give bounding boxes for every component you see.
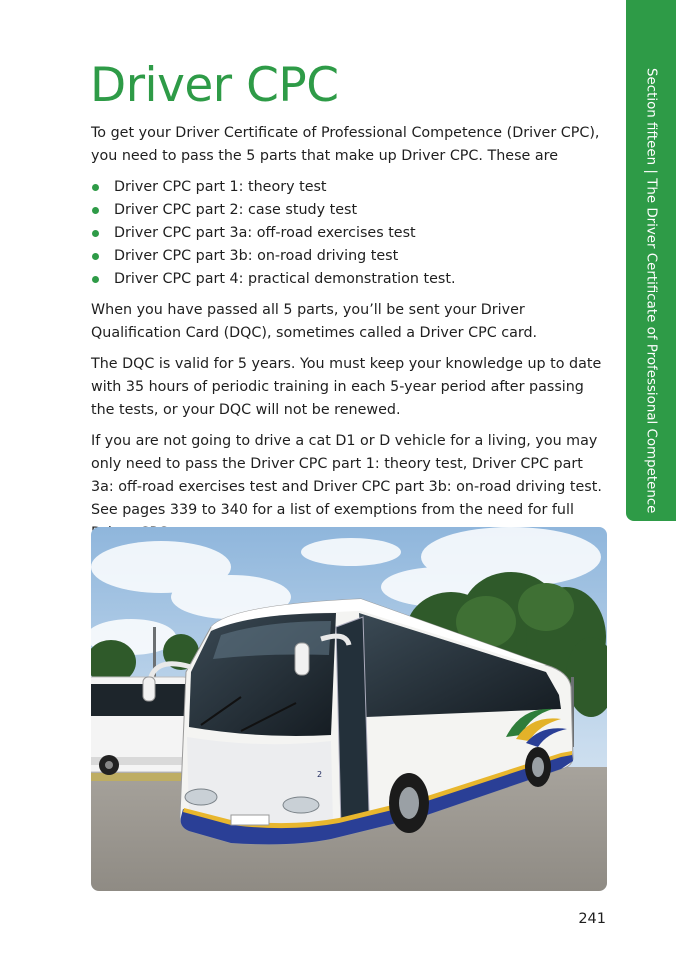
list-item-text: Driver CPC part 3a: off-road exercises test xyxy=(114,225,416,241)
list-item-text: Driver CPC part 3b: on-road driving test xyxy=(114,248,399,264)
bullet-icon xyxy=(92,184,99,191)
coach-photo xyxy=(91,527,607,891)
section-name: Section fifteen xyxy=(643,68,659,166)
validity-paragraph: The DQC is valid for 5 years. You must keep your knowledge up to date with 35 hours of periodic training in each 5-year period after passing the tests, or your DQC will not be renewed. xyxy=(91,356,602,418)
bullet-icon xyxy=(92,207,99,214)
dqc-paragraph: When you have passed all 5 parts, you’ll be sent your Driver Qualification Card (DQC), sometimes called a Driver CPC card. xyxy=(91,302,538,341)
page-title: Driver CPC xyxy=(90,58,339,113)
list-item xyxy=(91,176,607,199)
list-item-text: Driver CPC part 1: theory test xyxy=(114,179,327,195)
chapter-name: The Driver Certificate of Professional Competence xyxy=(643,178,659,514)
bullet-icon xyxy=(92,276,99,283)
coach-illustration xyxy=(91,527,607,891)
list-item xyxy=(91,222,607,245)
page-number: 241 xyxy=(578,911,606,927)
main-content xyxy=(91,122,607,553)
intro-paragraph: To get your Driver Certificate of Professional Competence (Driver CPC), you need to pass the 5 parts that make up Driver CPC. These are xyxy=(91,125,600,164)
section-tab-label xyxy=(644,68,659,513)
exemptions-paragraph: If you are not going to drive a cat D1 or D vehicle for a living, you may only need to pass the Driver CPC part 1: theory test, Driver CPC part 3a: off-road exercises test and Driver CPC part 3b: on-road driving test. See pages 339 to 340 for a list of exemptions from the need for full xyxy=(91,433,602,518)
list-item xyxy=(91,268,607,291)
list-item xyxy=(91,199,607,222)
list-item-text: Driver CPC part 4: practical demonstration test. xyxy=(114,271,456,287)
list-item xyxy=(91,245,607,268)
section-separator: | xyxy=(643,169,659,174)
bus-number: 2 xyxy=(317,770,323,779)
parts-list xyxy=(91,176,607,291)
bullet-icon xyxy=(92,253,99,260)
bullet-icon xyxy=(92,230,99,237)
list-item-text: Driver CPC part 2: case study test xyxy=(114,202,358,218)
